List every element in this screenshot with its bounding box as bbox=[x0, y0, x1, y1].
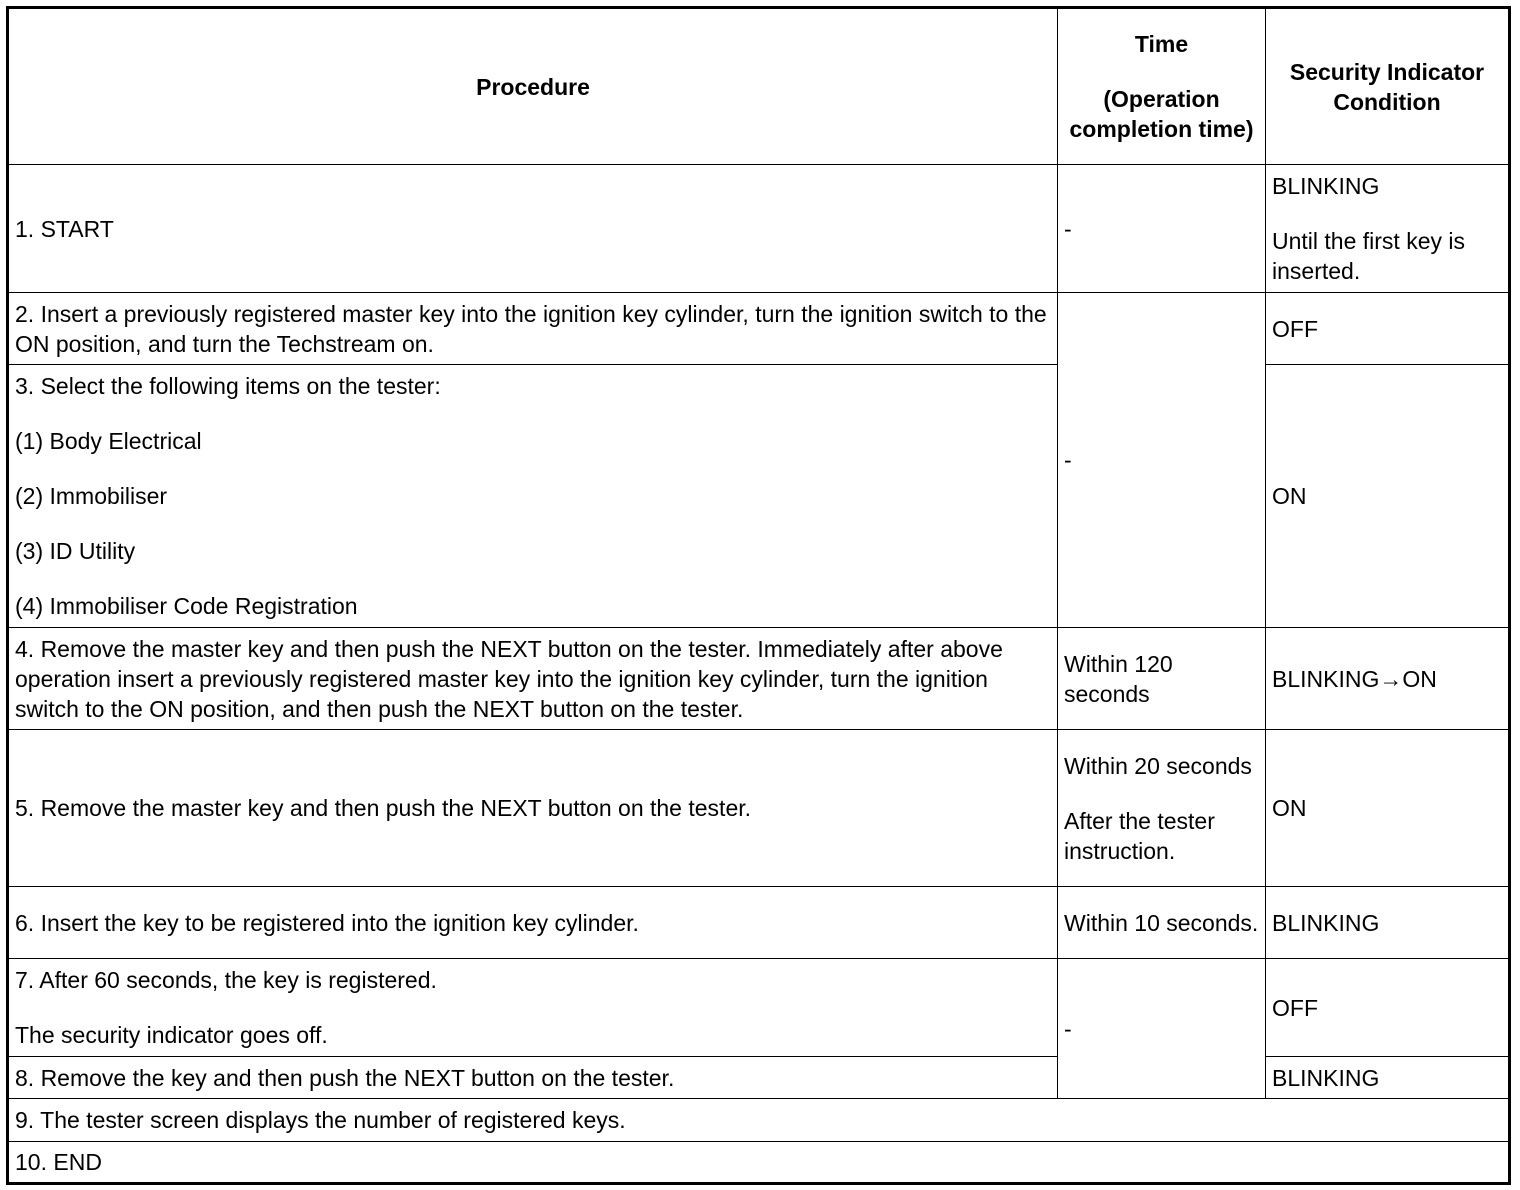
time-cell: - bbox=[1058, 959, 1266, 1099]
time-cell: - bbox=[1058, 293, 1266, 628]
table-row-3 bbox=[8, 365, 1510, 628]
header-time-title: Time bbox=[1134, 31, 1189, 57]
security-cell: ON bbox=[1266, 365, 1510, 628]
security-note: Until the first key is inserted. bbox=[1272, 228, 1465, 284]
time-cell bbox=[1058, 730, 1266, 887]
list-item: (1) Body Electrical bbox=[15, 428, 202, 454]
procedure-cell: 9. The tester screen displays the number of registered keys. bbox=[8, 1099, 1510, 1142]
header-security-indicator: Security Indicator Condition bbox=[1266, 8, 1510, 165]
table-row-7 bbox=[8, 959, 1510, 1057]
list-item: (2) Immobiliser bbox=[15, 483, 168, 509]
security-cell: OFF bbox=[1266, 959, 1510, 1057]
security-cell bbox=[1266, 165, 1510, 293]
table-row-10 bbox=[8, 1142, 1510, 1184]
procedure-cell: 6. Insert the key to be registered into the ignition key cylinder. bbox=[8, 887, 1058, 959]
table-row-4 bbox=[8, 628, 1510, 730]
table-row-8 bbox=[8, 1057, 1510, 1099]
procedure-cell bbox=[8, 365, 1058, 628]
time-note: After the tester instruction. bbox=[1064, 807, 1215, 864]
procedure-cell bbox=[8, 959, 1058, 1057]
table-row-5 bbox=[8, 730, 1510, 887]
procedure-table bbox=[6, 6, 1511, 1185]
procedure-note: The security indicator goes off. bbox=[15, 1022, 328, 1048]
procedure-cell: 5. Remove the master key and then push the NEXT button on the tester. bbox=[8, 730, 1058, 887]
procedure-cell: 1. START bbox=[8, 165, 1058, 293]
list-item: (4) Immobiliser Code Registration bbox=[15, 593, 358, 619]
procedure-text: 7. After 60 seconds, the key is registered. bbox=[15, 967, 437, 993]
procedure-cell: 8. Remove the key and then push the NEXT button on the tester. bbox=[8, 1057, 1058, 1099]
time-cell: Within 120 seconds bbox=[1058, 628, 1266, 730]
header-procedure: Procedure bbox=[8, 8, 1058, 165]
procedure-cell: 4. Remove the master key and then push the NEXT button on the tester. Immediately after above operation insert a previously registered master key into the ignition key cylinder, turn the ignition switch to the ON position, and then push the NEXT button on the tester. bbox=[8, 628, 1058, 730]
time-limit: Within 20 seconds bbox=[1064, 752, 1252, 779]
time-cell: Within 10 seconds. bbox=[1058, 887, 1266, 959]
header-row bbox=[8, 8, 1510, 165]
security-cell: BLINKING bbox=[1266, 887, 1510, 959]
security-cell: BLINKING bbox=[1266, 1057, 1510, 1099]
table-row-2 bbox=[8, 293, 1510, 365]
header-time-subtitle: (Operation completion time) bbox=[1069, 86, 1254, 142]
procedure-text: 3. Select the following items on the tester: bbox=[15, 373, 441, 399]
security-cell: OFF bbox=[1266, 293, 1510, 365]
table-row-1 bbox=[8, 165, 1510, 293]
security-cell: BLINKING→ON bbox=[1266, 628, 1510, 730]
list-item: (3) ID Utility bbox=[15, 538, 136, 564]
table-row-9 bbox=[8, 1099, 1510, 1142]
header-time bbox=[1058, 8, 1266, 165]
time-cell: - bbox=[1058, 165, 1266, 293]
security-status: BLINKING bbox=[1272, 173, 1380, 199]
security-cell: ON bbox=[1266, 730, 1510, 887]
procedure-cell: 2. Insert a previously registered master key into the ignition key cylinder, turn the ignition switch to the ON position, and turn the Techstream on. bbox=[8, 293, 1058, 365]
table-row-6 bbox=[8, 887, 1510, 959]
procedure-cell: 10. END bbox=[8, 1142, 1510, 1184]
